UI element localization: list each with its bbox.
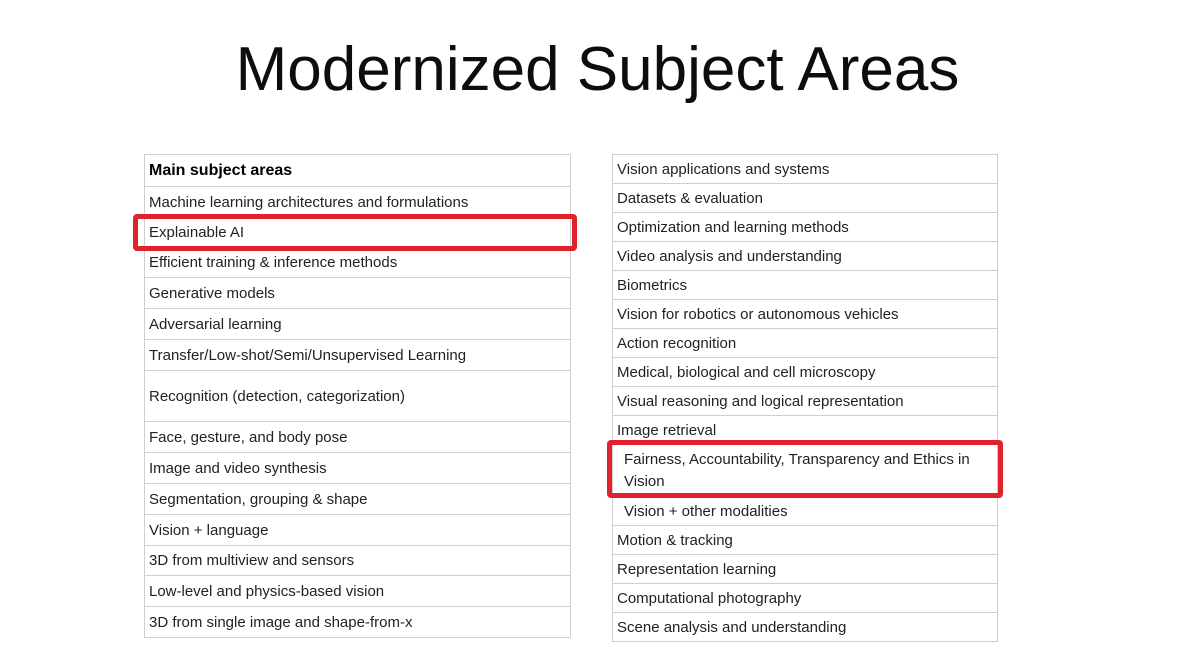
left-subject-table — [144, 154, 571, 638]
table-row: 3D from single image and shape-from-x — [145, 607, 571, 638]
table-row: Vision applications and systems — [613, 155, 998, 184]
table-row: Computational photography — [613, 584, 998, 613]
table-row: Image retrieval — [613, 416, 998, 445]
table-row: Face, gesture, and body pose — [145, 422, 571, 453]
table-row: Datasets & evaluation — [613, 184, 998, 213]
table-row: Transfer/Low-shot/Semi/Unsupervised Learning — [145, 340, 571, 371]
table-row: Vision + other modalities — [613, 497, 998, 526]
table-row: Visual reasoning and logical representation — [613, 387, 998, 416]
table-row: 3D from multiview and sensors — [145, 546, 571, 576]
table-header: Main subject areas — [145, 155, 571, 187]
table-row: Medical, biological and cell microscopy — [613, 358, 998, 387]
table-row: Biometrics — [613, 271, 998, 300]
table-row: Optimization and learning methods — [613, 213, 998, 242]
table-row: Representation learning — [613, 555, 998, 584]
table-row: Vision + language — [145, 515, 571, 546]
table-row: Low-level and physics-based vision — [145, 576, 571, 607]
table-row: Vision for robotics or autonomous vehicles — [613, 300, 998, 329]
table-row: Fairness, Accountability, Transparency and Ethics in Vision — [613, 445, 998, 497]
table-row: Recognition (detection, categorization) — [145, 371, 571, 422]
table-row: Adversarial learning — [145, 309, 571, 340]
table-row: Generative models — [145, 278, 571, 309]
table-row: Explainable AI — [145, 218, 571, 248]
table-row: Scene analysis and understanding — [613, 613, 998, 642]
table-row: Machine learning architectures and formulations — [145, 187, 571, 218]
table-row: Video analysis and understanding — [613, 242, 998, 271]
slide-title: Modernized Subject Areas — [235, 35, 960, 104]
table-row: Segmentation, grouping & shape — [145, 484, 571, 515]
table-row: Image and video synthesis — [145, 453, 571, 484]
right-subject-table — [612, 154, 998, 642]
table-row: Motion & tracking — [613, 526, 998, 555]
table-row: Efficient training & inference methods — [145, 248, 571, 278]
table-row: Action recognition — [613, 329, 998, 358]
